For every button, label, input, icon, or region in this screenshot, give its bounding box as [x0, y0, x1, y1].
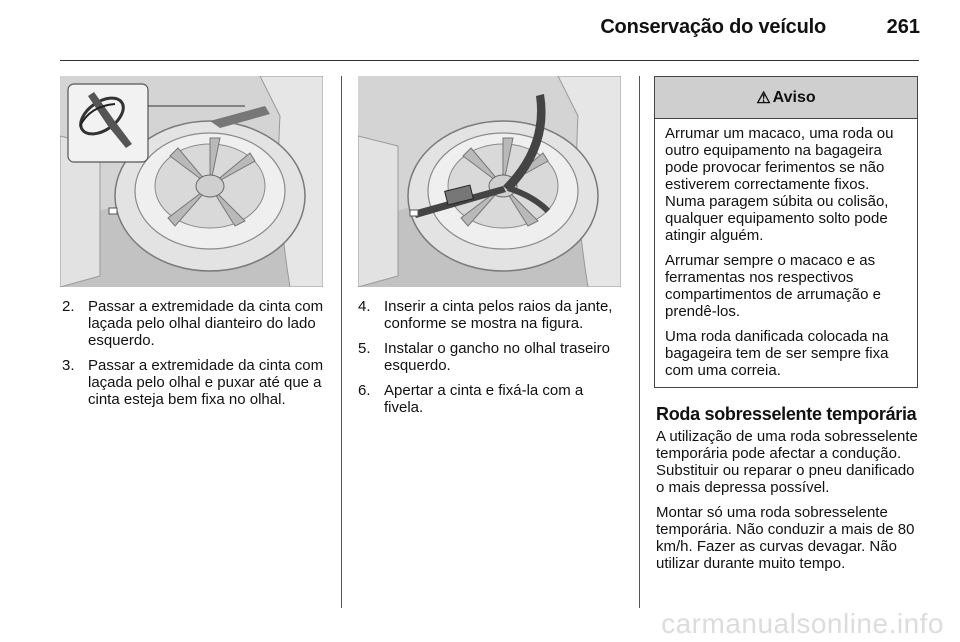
warning-body — [655, 119, 917, 379]
column-divider-1 — [341, 76, 342, 608]
section-paragraph: Montar só uma roda sobresselente temporária. Não conduzir a mais de 80 km/h. Fazer as curvas devagar. Não utilizar durante muito tempo. — [656, 504, 915, 572]
warning-paragraph: Arrumar um macaco, uma roda ou outro equipamento na bagageira pode provocar ferimentos se não estiverem correctamente fixos. Numa paragem súbita ou colisão, qualquer equipamento solto pode atingir alguém. — [665, 125, 894, 244]
step-number: 6. — [358, 382, 371, 399]
warning-box — [654, 76, 918, 388]
warning-header — [655, 77, 917, 119]
step-text: Passar a extremidade da cinta com laçada pelo olhal dianteiro do lado esquerdo. — [88, 298, 324, 349]
steps-list-2 — [358, 298, 626, 424]
step-6 — [358, 382, 626, 416]
step-text: Instalar o gancho no olhal traseiro esquerdo. — [384, 340, 610, 374]
section-paragraph: A utilização de uma roda sobresselente temporária pode afectar a condução. Substituir ou reparar o pneu danificado o mais depressa possível. — [656, 428, 918, 496]
illustration-strap-front-eyelet — [60, 76, 323, 287]
step-5 — [358, 340, 626, 374]
step-4 — [358, 298, 626, 332]
section-heading: Roda sobresselente temporária — [656, 404, 917, 424]
watermark: carmanualsonline.info — [661, 608, 944, 639]
step-text: Inserir a cinta pelos raios da jante, conforme se mostra na figura. — [384, 298, 613, 332]
page-number: 261 — [886, 16, 920, 38]
step-text: Passar a extremidade da cinta com laçada pelo olhal e puxar até que a cinta esteja bem fixa no olhal. — [88, 357, 324, 408]
step-3 — [62, 357, 326, 408]
step-number: 5. — [358, 340, 371, 357]
warning-paragraph: Uma roda danificada colocada na bagageira tem de ser sempre fixa com uma correia. — [665, 328, 889, 379]
section-body — [656, 428, 918, 580]
step-number: 4. — [358, 298, 371, 315]
warning-paragraph: Arrumar sempre o macaco e as ferramentas nos respectivos compartimentos de arrumação e prendê-los. — [665, 252, 881, 320]
step-number: 3. — [62, 357, 75, 374]
steps-list-1 — [62, 298, 326, 416]
step-text: Apertar a cinta e fixá-la com a fivela. — [384, 382, 584, 416]
warning-triangle-icon: ⚠ — [756, 89, 771, 107]
warning-title: Aviso — [772, 88, 816, 106]
header-rule — [60, 60, 919, 61]
column-divider-2 — [639, 76, 640, 608]
illustration-strap-through-spokes — [358, 76, 621, 287]
page-header-title: Conservação do veículo — [600, 16, 826, 38]
step-number: 2. — [62, 298, 75, 315]
step-2 — [62, 298, 326, 349]
